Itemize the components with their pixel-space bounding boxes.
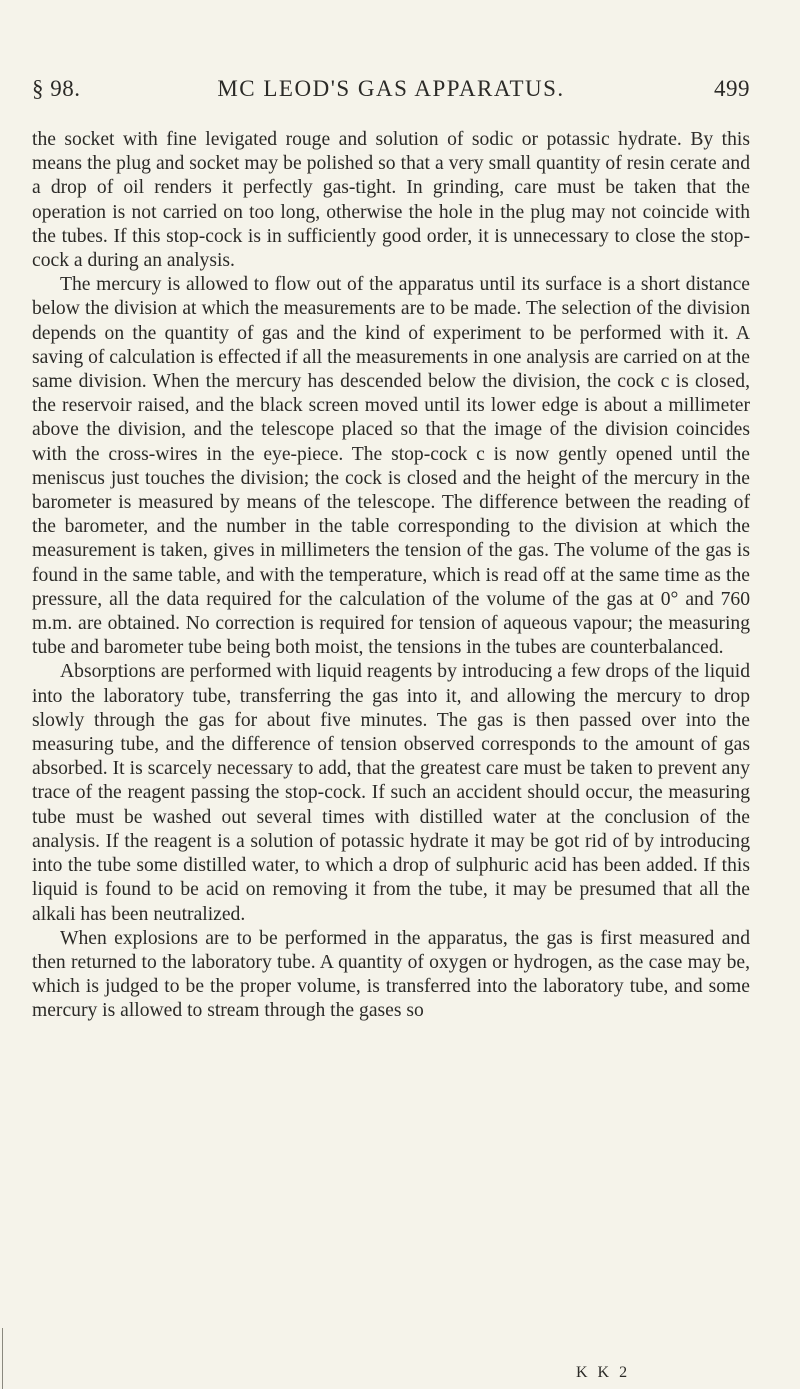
running-title: MC LEOD'S GAS APPARATUS.: [217, 76, 565, 101]
running-header: [32, 76, 750, 110]
paragraph-absorptions: Absorptions are performed with liquid reagents by introducing a few drops of the liquid into the laboratory tube, transferring the gas into it, and allowing the mercury to drop slowly through the gas for about five minutes. The gas is then passed over into the measuring tube, and the difference of tension observed corresponds to the amount of gas absorbed. It is scarcely necessary to add, that the greatest care must be taken to prevent any trace of the reagent passing the stop-cock. If such an accident should occur, the measuring tube must be washed out several times with distilled water at the conclusion of the analysis. If the reagent is a solution of potassic hydrate it may be got rid of by introducing into the tube some distilled water, to which a drop of sulphuric acid has been added. If this liquid is found to be acid on removing it from the tube, it may be presumed that all the alkali has been neutralized.: [32, 661, 750, 925]
paragraph-continued: the socket with fine levigated rouge and solution of sodic or potassic hydrate. By this means the plug and socket may be polished so that a very small quantity of resin cerate and a drop of oil renders it perfectly gas-tight. In grinding, care must be taken that the operation is not carried on too long, otherwise the hole in the plug may not coincide with the tubes. If this stop-cock is in sufficiently good order, it is unnecessary to close the stop-cock a during an analysis.: [32, 129, 750, 272]
paragraph-measurement: The mercury is allowed to flow out of the apparatus until its surface is a short distance below the division at which the measurements are to be made. The selection of the division depends on the quantity of gas and the kind of experiment to be performed with it. A saving of calculation is effected if all the measurements in one analysis are carried on at the same division. When the mercury has descended below the division, the cock c is closed, the reservoir raised, and the black screen moved until its lower edge is about a millimeter above the division, and the telescope placed so that the image of the division coincides with the cross-wires in the eye-piece. The stop-cock c is now gently opened until the meniscus just touches the division; the cock is closed and the height of the mercury in the barometer is measured by means of the telescope. The difference between the reading of the barometer, and the number in the table corresponding to the division at which the measurement is taken, gives in millimeters the tension of the gas. The volume of the gas is found in the same table, and with the temperature, which is read off at the same time as the pressure, all the data required for the calculation of the volume of the gas at 0° and 760 m.m. are obtained. No correction is required for tension of aqueous vapour; the measuring tube and barometer tube being both moist, the tensions in the tubes are counterbalanced.: [32, 274, 750, 659]
page-number: 499: [714, 76, 750, 101]
section-number: § 98.: [32, 76, 81, 101]
paragraph-explosions: When explosions are to be performed in the apparatus, the gas is first measured and then returned to the laboratory tube. A quantity of oxygen or hydrogen, as the case may be, which is judged to be the proper volume, is transferred into the laboratory tube, and some mercury is allowed to stream through the gases so: [32, 927, 750, 1022]
signature-mark: K K 2: [576, 1364, 631, 1381]
body-text: [32, 128, 750, 1024]
page-edge-line: [2, 1328, 3, 1389]
